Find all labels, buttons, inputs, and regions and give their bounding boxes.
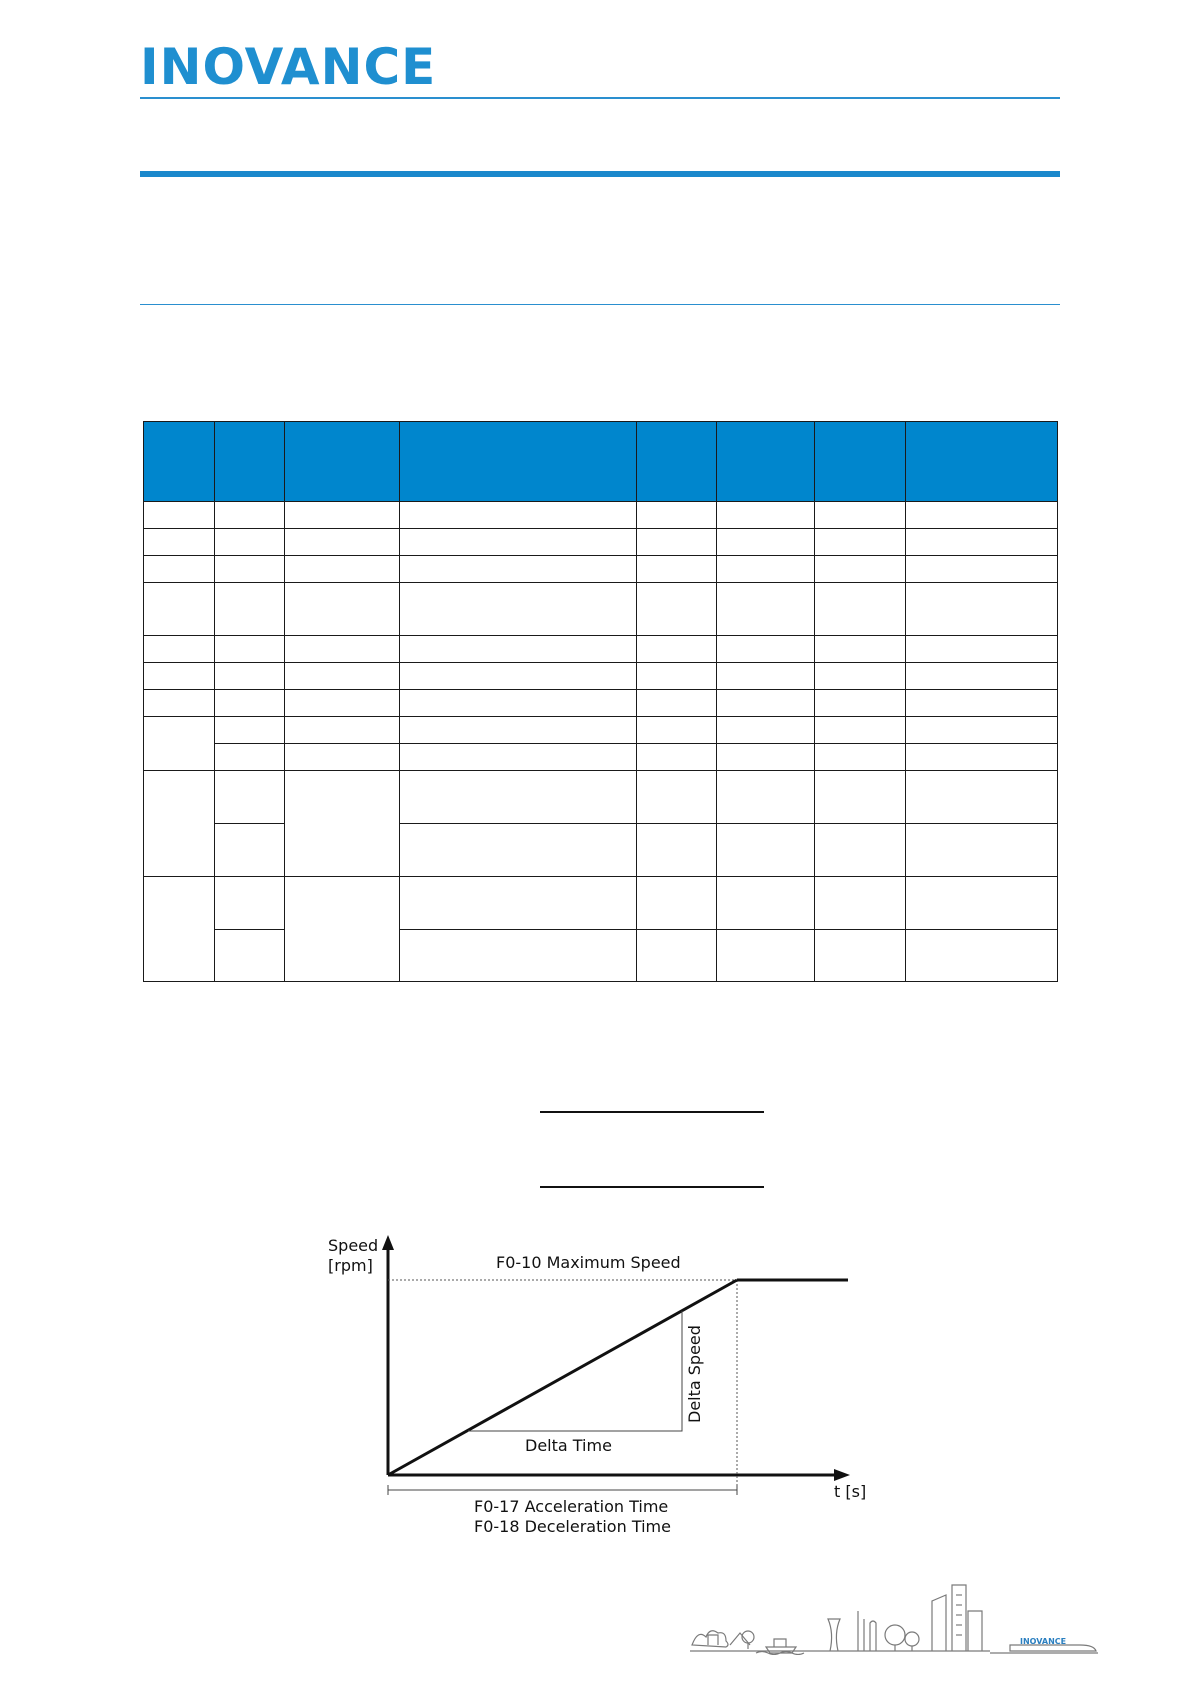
table-cell: [815, 771, 906, 824]
table-cell: [637, 502, 717, 529]
y-axis-label: Speed: [328, 1236, 379, 1255]
table-cell: [144, 771, 215, 877]
table-cell: [144, 636, 215, 663]
table-cell: [144, 663, 215, 690]
table-cell: [215, 556, 285, 583]
table-cell: [637, 583, 717, 636]
table-header-cell: [285, 422, 400, 502]
table-cell: [637, 877, 717, 930]
table-cell: [215, 636, 285, 663]
table-cell: [815, 529, 906, 556]
table-header-cell: [717, 422, 815, 502]
table-cell: [637, 744, 717, 771]
table-cell: [906, 502, 1058, 529]
table-cell: [285, 744, 400, 771]
delta-speed-label: Delta Speed: [685, 1325, 704, 1423]
table-cell: [144, 529, 215, 556]
table-cell: [637, 930, 717, 982]
table-cell: [215, 877, 285, 930]
y-axis-unit-label: [rpm]: [328, 1256, 373, 1275]
table-cell: [400, 636, 637, 663]
table-cell: [815, 636, 906, 663]
table-row: [144, 690, 1058, 717]
table-cell: [906, 663, 1058, 690]
table-cell: [215, 824, 285, 877]
footer-logo: INOVANCE: [1020, 1637, 1067, 1646]
table-cell: [144, 690, 215, 717]
table-cell: [144, 717, 215, 771]
table-header-cell: [400, 422, 637, 502]
table-row: [144, 529, 1058, 556]
table-header-cell: [815, 422, 906, 502]
table-cell: [717, 930, 815, 982]
table-row: [144, 556, 1058, 583]
table-cell: [717, 717, 815, 744]
table-header-row: [144, 422, 1058, 502]
table-row: [144, 717, 1058, 744]
table-cell: [906, 744, 1058, 771]
table-cell: [717, 744, 815, 771]
table-cell: [144, 556, 215, 583]
table-cell: [815, 930, 906, 982]
max-speed-label: F0-10 Maximum Speed: [496, 1253, 681, 1272]
table-row: [144, 502, 1058, 529]
table-cell: [637, 771, 717, 824]
formula-fraction-line: [540, 1186, 764, 1188]
table-header-cell: [906, 422, 1058, 502]
parameter-table: [143, 421, 1058, 982]
decel-time-label: F0-18 Deceleration Time: [474, 1517, 671, 1536]
table-cell: [906, 717, 1058, 744]
table-cell: [400, 717, 637, 744]
table-cell: [215, 717, 285, 744]
table-cell: [400, 771, 637, 824]
formula-fraction-line: [540, 1111, 764, 1113]
table-cell: [717, 556, 815, 583]
table-cell: [400, 930, 637, 982]
table-header-cell: [637, 422, 717, 502]
table-cell: [400, 877, 637, 930]
table-cell: [815, 877, 906, 930]
table-cell: [815, 583, 906, 636]
table-cell: [637, 824, 717, 877]
table-cell: [815, 744, 906, 771]
table-cell: [285, 663, 400, 690]
table-cell: [717, 690, 815, 717]
header-rule: [140, 97, 1060, 99]
table-cell: [285, 877, 400, 982]
table-cell: [285, 529, 400, 556]
table-cell: [637, 663, 717, 690]
table-cell: [215, 583, 285, 636]
table-cell: [717, 771, 815, 824]
table-cell: [717, 663, 815, 690]
table-cell: [637, 717, 717, 744]
table-cell: [906, 690, 1058, 717]
table-cell: [717, 636, 815, 663]
x-axis-label: t [s]: [834, 1482, 867, 1501]
y-axis-arrow-icon: [382, 1235, 394, 1250]
table-cell: [815, 502, 906, 529]
table-cell: [717, 877, 815, 930]
table-cell: [906, 583, 1058, 636]
accel-time-label: F0-17 Acceleration Time: [474, 1497, 669, 1516]
brand-logo: INOVANCE: [140, 38, 437, 96]
table-cell: [717, 583, 815, 636]
table-cell: [285, 556, 400, 583]
table-cell: [215, 529, 285, 556]
table-cell: [400, 556, 637, 583]
table-row: [144, 877, 1058, 930]
table-cell: [637, 690, 717, 717]
table-cell: [906, 771, 1058, 824]
table-cell: [215, 663, 285, 690]
table-cell: [144, 502, 215, 529]
table-cell: [285, 717, 400, 744]
table-cell: [717, 824, 815, 877]
table-cell: [215, 930, 285, 982]
table-cell: [906, 877, 1058, 930]
table-header-cell: [144, 422, 215, 502]
speed-ramp-diagram: [300, 1225, 900, 1550]
table-cell: [815, 556, 906, 583]
table-cell: [285, 771, 400, 877]
table-cell: [906, 529, 1058, 556]
table-row: [144, 663, 1058, 690]
table-row: [144, 930, 1058, 982]
table-cell: [144, 583, 215, 636]
table-cell: [285, 583, 400, 636]
table-cell: [815, 690, 906, 717]
table-cell: [144, 877, 215, 982]
x-axis-arrow-icon: [834, 1469, 850, 1481]
delta-time-label: Delta Time: [525, 1436, 612, 1455]
subsection-rule: [140, 304, 1060, 305]
table-cell: [400, 502, 637, 529]
table-cell: [400, 744, 637, 771]
table-header-cell: [215, 422, 285, 502]
table-cell: [215, 771, 285, 824]
table-cell: [215, 690, 285, 717]
table-cell: [906, 636, 1058, 663]
table-row: [144, 636, 1058, 663]
table-cell: [906, 930, 1058, 982]
table-cell: [400, 583, 637, 636]
table-cell: [400, 824, 637, 877]
table-row: [144, 824, 1058, 877]
table-cell: [717, 529, 815, 556]
table-cell: [815, 824, 906, 877]
table-cell: [215, 744, 285, 771]
section-rule: [140, 171, 1060, 177]
table-cell: [285, 690, 400, 717]
table-cell: [815, 663, 906, 690]
table-cell: [717, 502, 815, 529]
table-cell: [400, 690, 637, 717]
table-cell: [285, 636, 400, 663]
table-cell: [815, 717, 906, 744]
table-row: [144, 583, 1058, 636]
table-cell: [637, 556, 717, 583]
table-cell: [637, 636, 717, 663]
table-cell: [215, 502, 285, 529]
table-cell: [285, 502, 400, 529]
table-cell: [906, 824, 1058, 877]
table-cell: [906, 556, 1058, 583]
table-cell: [400, 529, 637, 556]
table-cell: [400, 663, 637, 690]
table-row: [144, 744, 1058, 771]
table-cell: [637, 529, 717, 556]
table-row: [144, 771, 1058, 824]
footer-skyline-illustration: [690, 1575, 1100, 1655]
